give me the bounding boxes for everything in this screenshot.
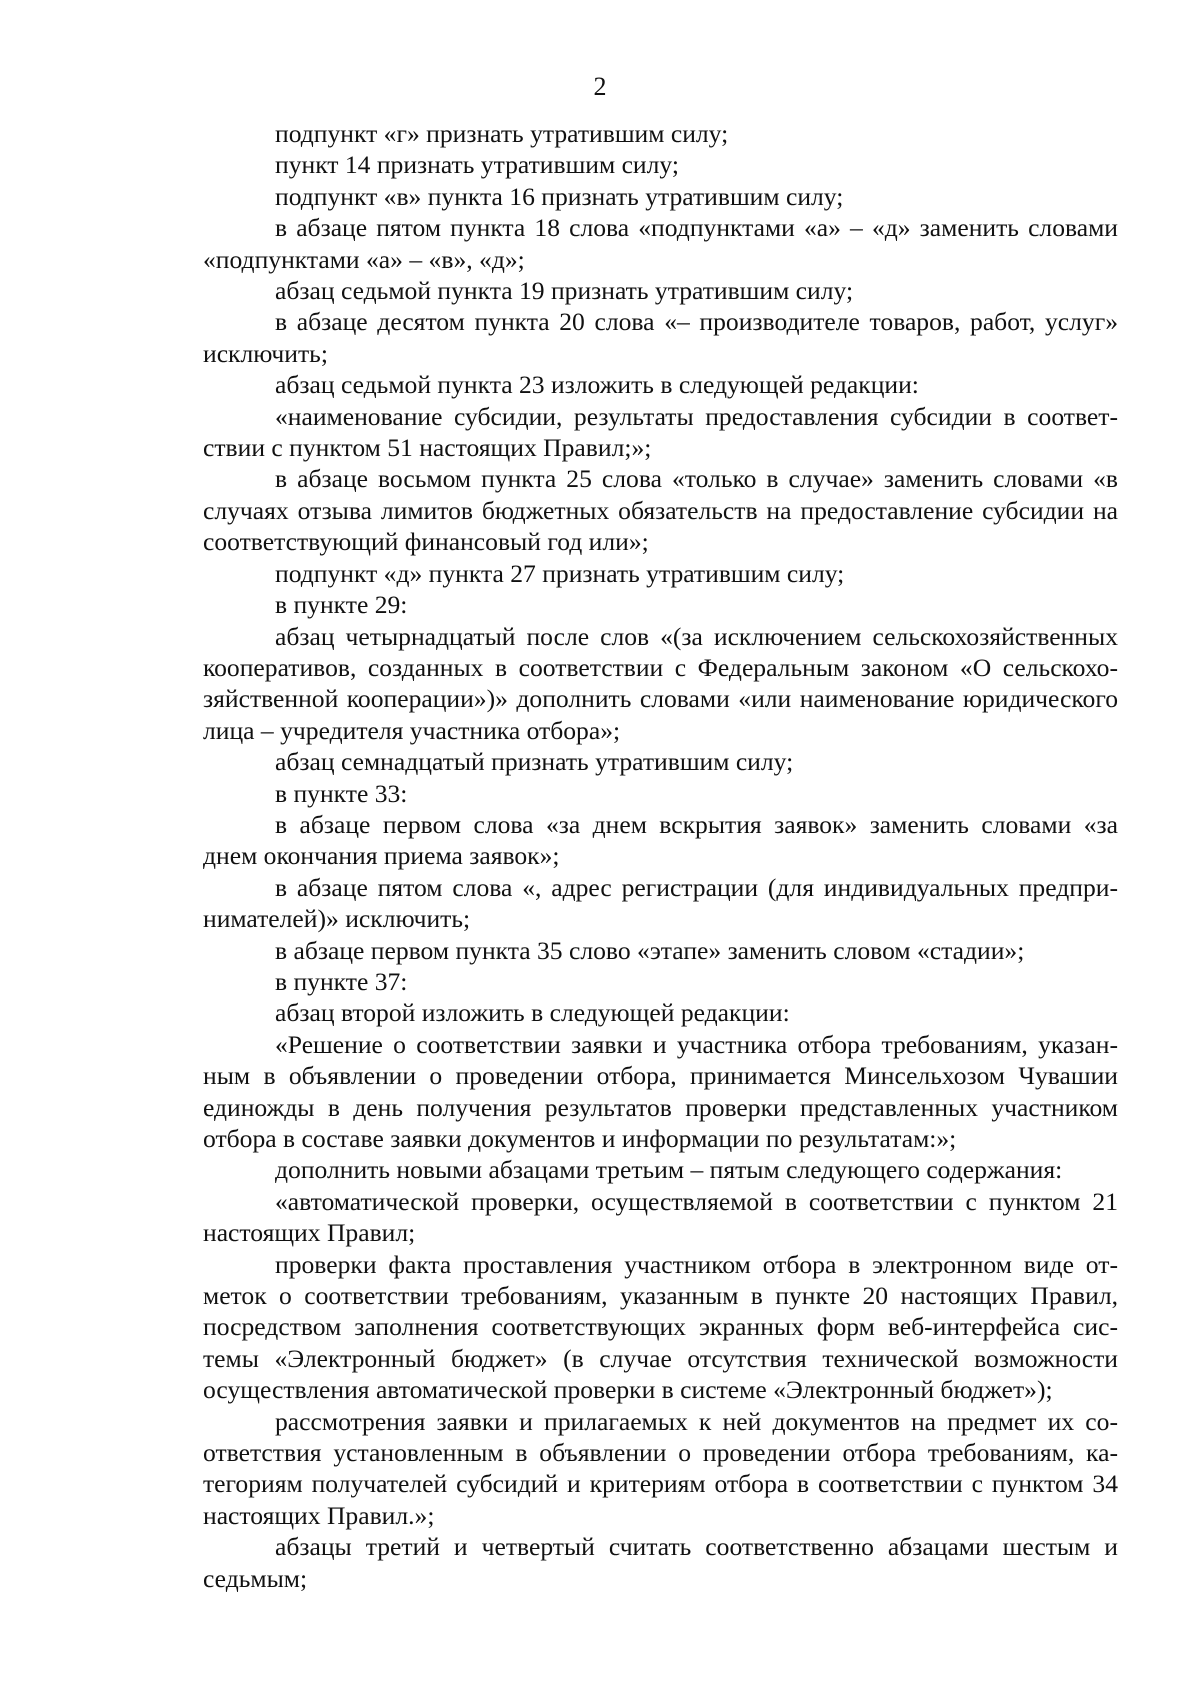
paragraph-8: «наименование субсидии, результаты предоставления субсидии в соответствии с пунктом 51 настоящих Правил;»; [203,401,1118,463]
paragraph-2: пункт 14 признать утратившим силу; [275,150,679,180]
paragraph-20: «Решение о соответствии заявки и участника отбора требованиям, указанным в объявлении о проведении отбора, принимается Минсельхозом Чувашии единожды в день получения результатов проверки представленных участником отбора в составе заявки документов и информации по результатам:»; [203,1029,1118,1153]
paragraph-3: подпункт «в» пункта 16 признать утратившим силу; [275,181,844,211]
paragraph-19: абзац второй изложить в следующей редакции: [275,998,790,1028]
paragraph-16: в абзаце пятом слова «, адрес регистрации (для индивидуальных предпринимателей)» исключить; [203,872,1118,934]
paragraph-21: дополнить новыми абзацами третьим – пятым следующего содержания: [275,1155,1063,1185]
paragraph-10: подпункт «д» пункта 27 признать утратившим силу; [275,558,845,588]
paragraph-4: в абзаце пятом пункта 18 слова «подпунктами «а» – «д» заменить словами «подпунктами «а» – «в», «д»; [203,213,1118,274]
paragraph-22: «автоматической проверки, осуществляемой в соответствии с пунктом 21 настоящих Правил; [203,1186,1118,1248]
paragraph-6: в абзаце десятом пункта 20 слова «– производителе товаров, работ, услуг» исключить; [203,307,1118,368]
paragraph-14: в пункте 33: [275,778,408,808]
paragraph-7: абзац седьмой пункта 23 изложить в следующей редакции: [275,370,919,400]
paragraph-12: абзац четырнадцатый после слов «(за исключением сельскохозяйственных кооперативов, созданных в соответствии с Федеральным законом «О сельскохозяйственной кооперации»)» дополнить словами «или наименование юридического лица – учредителя участника отбора»; [203,621,1118,745]
paragraph-15: в абзаце первом слова «за днем вскрытия заявок» заменить словами «за днем окончания приема заявок»; [203,809,1118,871]
paragraph-25: абзацы третий и четвертый считать соответственно абзацами шестым и седьмым; [203,1532,1118,1593]
page-number: 2 [593,72,607,101]
paragraph-24: рассмотрения заявки и прилагаемых к ней документов на предмет их соответствия установленным в объявлении о проведении отбора требованиям, категориям получателей субсидий и критериям отбора в соответствии с пунктом 34 настоящих Правил.»; [203,1406,1118,1530]
paragraph-1: подпункт «г» признать утратившим силу; [275,119,729,148]
document-body [203,118,1118,1594]
paragraph-5: абзац седьмой пункта 19 признать утратившим силу; [275,276,854,306]
paragraph-23: проверки факта проставления участником отбора в электронном виде отметок о соответствии требованиям, указанным в пункте 20 настоящих Правил, посредством заполнения соответствующих экранных форм веб-интерфейса системы «Электронный бюджет» (в случае отсутствия технической возможности осуществления автоматической проверки в системе «Электронный бюджет»); [203,1249,1118,1405]
paragraph-13: абзац семнадцатый признать утратившим силу; [275,747,794,777]
paragraph-11: в пункте 29: [275,590,408,620]
paragraph-17: в абзаце первом пункта 35 слово «этапе» заменить словом «стадии»; [275,935,1025,965]
paragraph-18: в пункте 37: [275,966,408,996]
paragraph-9: в абзаце восьмом пункта 25 слова «только в случае» заменить словами «в случаях отзыва лимитов бюджетных обязательств на предоставление субсидии на соответствующий финансовый год или»; [203,464,1118,557]
